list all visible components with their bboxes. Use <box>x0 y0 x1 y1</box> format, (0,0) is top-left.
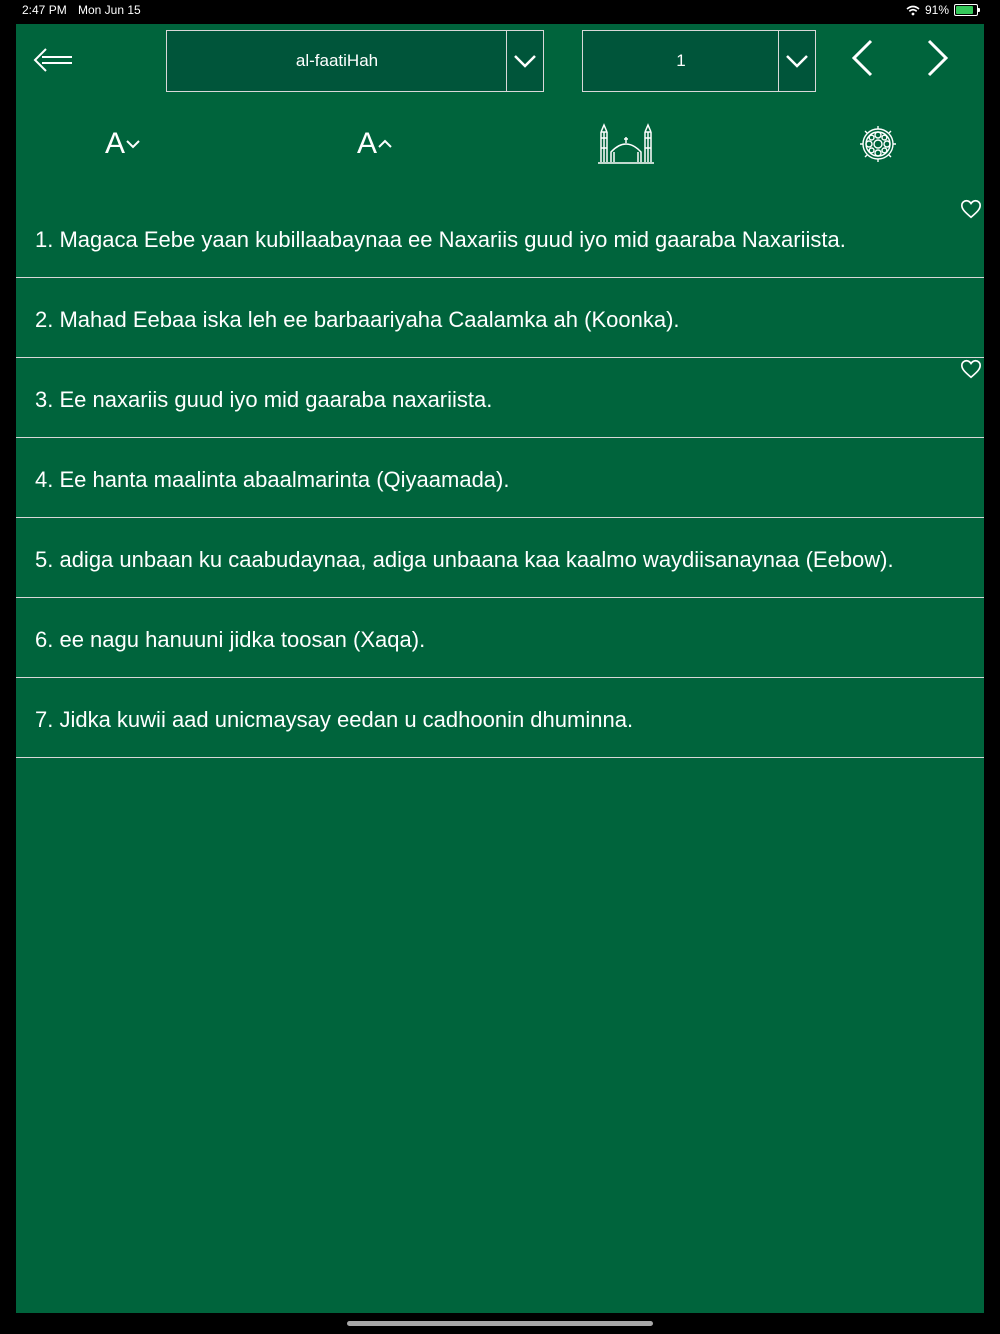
surah-selected: al-faatiHah <box>295 51 379 70</box>
next-button[interactable] <box>922 38 952 78</box>
heart-icon[interactable] <box>960 358 982 380</box>
settings-button[interactable] <box>856 122 900 166</box>
verse-row[interactable] <box>16 438 984 518</box>
verse-row[interactable] <box>16 358 984 438</box>
mosque-button[interactable] <box>596 122 656 166</box>
status-indicators <box>906 3 978 17</box>
chevron-down-icon <box>513 54 537 68</box>
mosque-icon <box>596 122 656 166</box>
heart-icon[interactable] <box>960 198 982 220</box>
battery-fill <box>956 6 973 14</box>
font-increase-label: A <box>356 127 377 160</box>
reader-screen <box>16 24 984 1313</box>
font-decrease-button[interactable] <box>98 122 148 166</box>
font-decrease-label: A <box>104 127 125 160</box>
chevron-left-icon <box>848 38 878 78</box>
verse-list <box>16 198 984 758</box>
previous-button[interactable] <box>848 38 878 78</box>
surah-dropdown-button[interactable] <box>506 31 543 91</box>
chevron-down-icon <box>785 54 809 68</box>
font-increase-button[interactable] <box>350 122 400 166</box>
battery-percent: 91% <box>924 3 949 17</box>
wifi-icon <box>906 5 920 16</box>
verse-row[interactable] <box>16 678 984 758</box>
home-indicator[interactable] <box>347 1321 653 1326</box>
battery-icon <box>954 4 978 16</box>
chevron-up-icon <box>377 139 393 149</box>
arrow-left-icon <box>30 42 78 78</box>
verse-text: 7. Jidka kuwii aad unicmaysay eedan u cadhoonin dhuminna. <box>35 707 634 732</box>
ayah-select[interactable] <box>582 30 816 92</box>
verse-text: 1. Magaca Eebe yaan kubillaabaynaa ee Naxariis guud iyo mid gaaraba Naxariista. <box>35 227 846 252</box>
status-time: 2:47 PM <box>22 3 67 17</box>
verse-text: 2. Mahad Eebaa iska leh ee barbaariyaha Caalamka ah (Koonka). <box>35 307 680 332</box>
verse-row[interactable] <box>16 198 984 278</box>
chevron-right-icon <box>922 38 952 78</box>
ayah-selected: 1 <box>676 51 686 70</box>
surah-select[interactable] <box>166 30 544 92</box>
status-date: Mon Jun 15 <box>78 3 141 17</box>
gear-icon <box>858 124 898 164</box>
verse-row[interactable] <box>16 278 984 358</box>
verse-text: 5. adiga unbaan ku caabudaynaa, adiga unbaana kaa kaalmo waydiisanaynaa (Eebow). <box>35 547 894 572</box>
verse-text: 4. Ee hanta maalinta abaalmarinta (Qiyaamada). <box>35 467 510 492</box>
status-bar <box>0 0 1000 22</box>
battery-cap <box>978 8 980 12</box>
chevron-down-icon <box>125 139 141 149</box>
verse-row[interactable] <box>16 598 984 678</box>
verse-text: 6. ee nagu hanuuni jidka toosan (Xaqa). <box>35 627 426 652</box>
verse-text: 3. Ee naxariis guud iyo mid gaaraba naxariista. <box>35 387 493 412</box>
verse-row[interactable] <box>16 518 984 598</box>
ayah-dropdown-button[interactable] <box>778 31 815 91</box>
back-button[interactable] <box>30 42 78 78</box>
